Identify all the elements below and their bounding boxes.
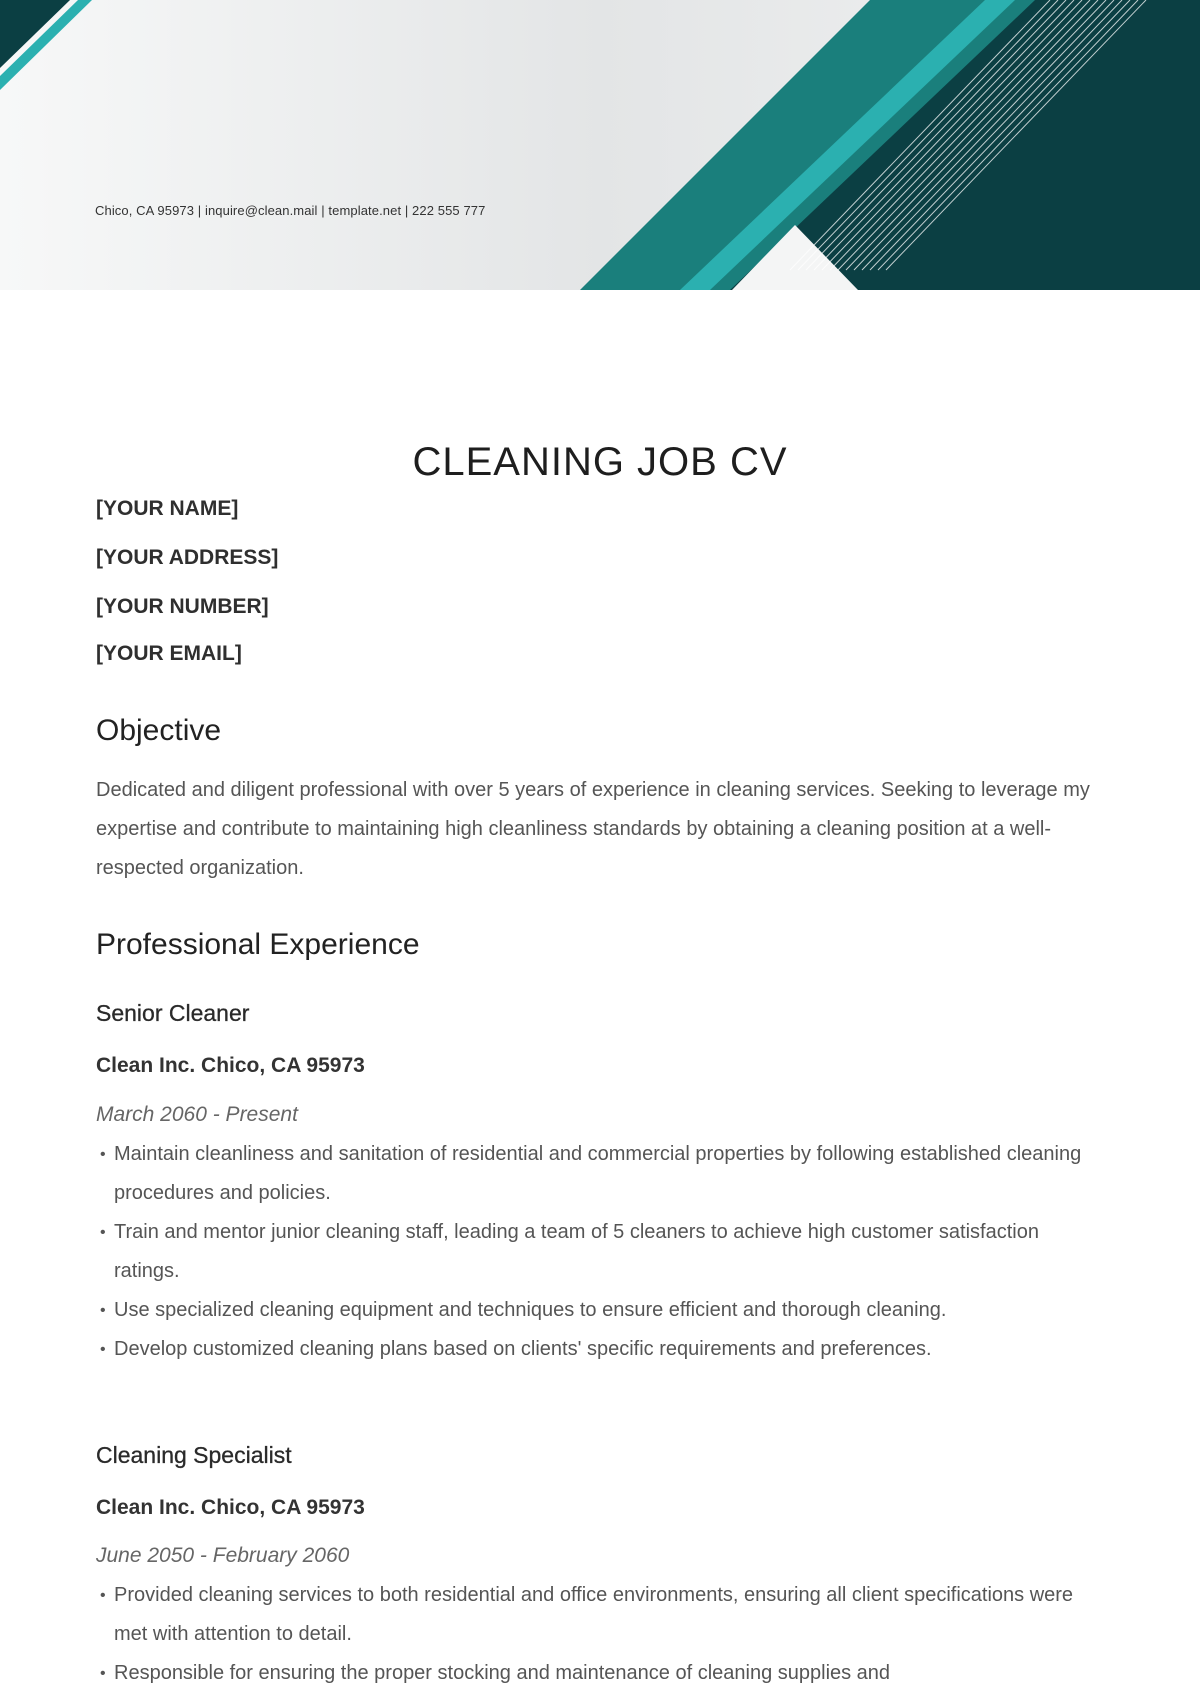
job-company: Clean Inc. Chico, CA 95973: [96, 1054, 365, 1077]
job-title: Cleaning Specialist: [96, 1442, 292, 1468]
job-company: Clean Inc. Chico, CA 95973: [96, 1496, 365, 1519]
document-title: CLEANING JOB CV: [412, 440, 788, 484]
objective-text: Dedicated and diligent professional with over 5 years of experience in cleaning services. Seeking to leverage my expertise and contribute to maintaining high cleanliness standards by obtaining a cleaning position at a well-respected organization.: [96, 779, 1090, 879]
experience-heading: Professional Experience: [96, 928, 420, 961]
your-number-field: [YOUR NUMBER]: [96, 595, 269, 618]
job-bullet: • Responsible for ensuring the proper stocking and maintenance of cleaning supplies and: [96, 1654, 1106, 1693]
job-dates: June 2050 - February 2060: [96, 1544, 350, 1567]
job-bullet: • Provided cleaning services to both residential and office environments, ensuring all client specifications were met with attention to detail.: [96, 1576, 1106, 1654]
your-name-field: [YOUR NAME]: [96, 497, 239, 520]
objective-heading: Objective: [96, 714, 222, 747]
job-bullet-list: [96, 1576, 1106, 1693]
job-bullet: • Maintain cleanliness and sanitation of residential and commercial properties by following established cleaning procedures and policies.: [96, 1135, 1106, 1213]
job-bullet: • Train and mentor junior cleaning staff, leading a team of 5 cleaners to achieve high customer satisfaction ratings.: [96, 1213, 1106, 1291]
job-bullet: • Develop customized cleaning plans based on clients' specific requirements and preferences.: [96, 1330, 1106, 1369]
job-bullet-list: [96, 1135, 1106, 1369]
header-geometric-decoration: [0, 0, 1200, 290]
header-banner: [0, 0, 1200, 290]
job-title: Senior Cleaner: [96, 1000, 250, 1026]
header-contact-line: Chico, CA 95973 | inquire@clean.mail | template.net | 222 555 777: [95, 203, 486, 218]
job-dates: March 2060 - Present: [96, 1103, 298, 1126]
top-left-stripe-dark: [0, 0, 70, 68]
your-address-field: [YOUR ADDRESS]: [96, 546, 279, 569]
your-email-field: [YOUR EMAIL]: [96, 642, 242, 665]
job-bullet: • Use specialized cleaning equipment and techniques to ensure efficient and thorough cleaning.: [96, 1291, 1106, 1330]
